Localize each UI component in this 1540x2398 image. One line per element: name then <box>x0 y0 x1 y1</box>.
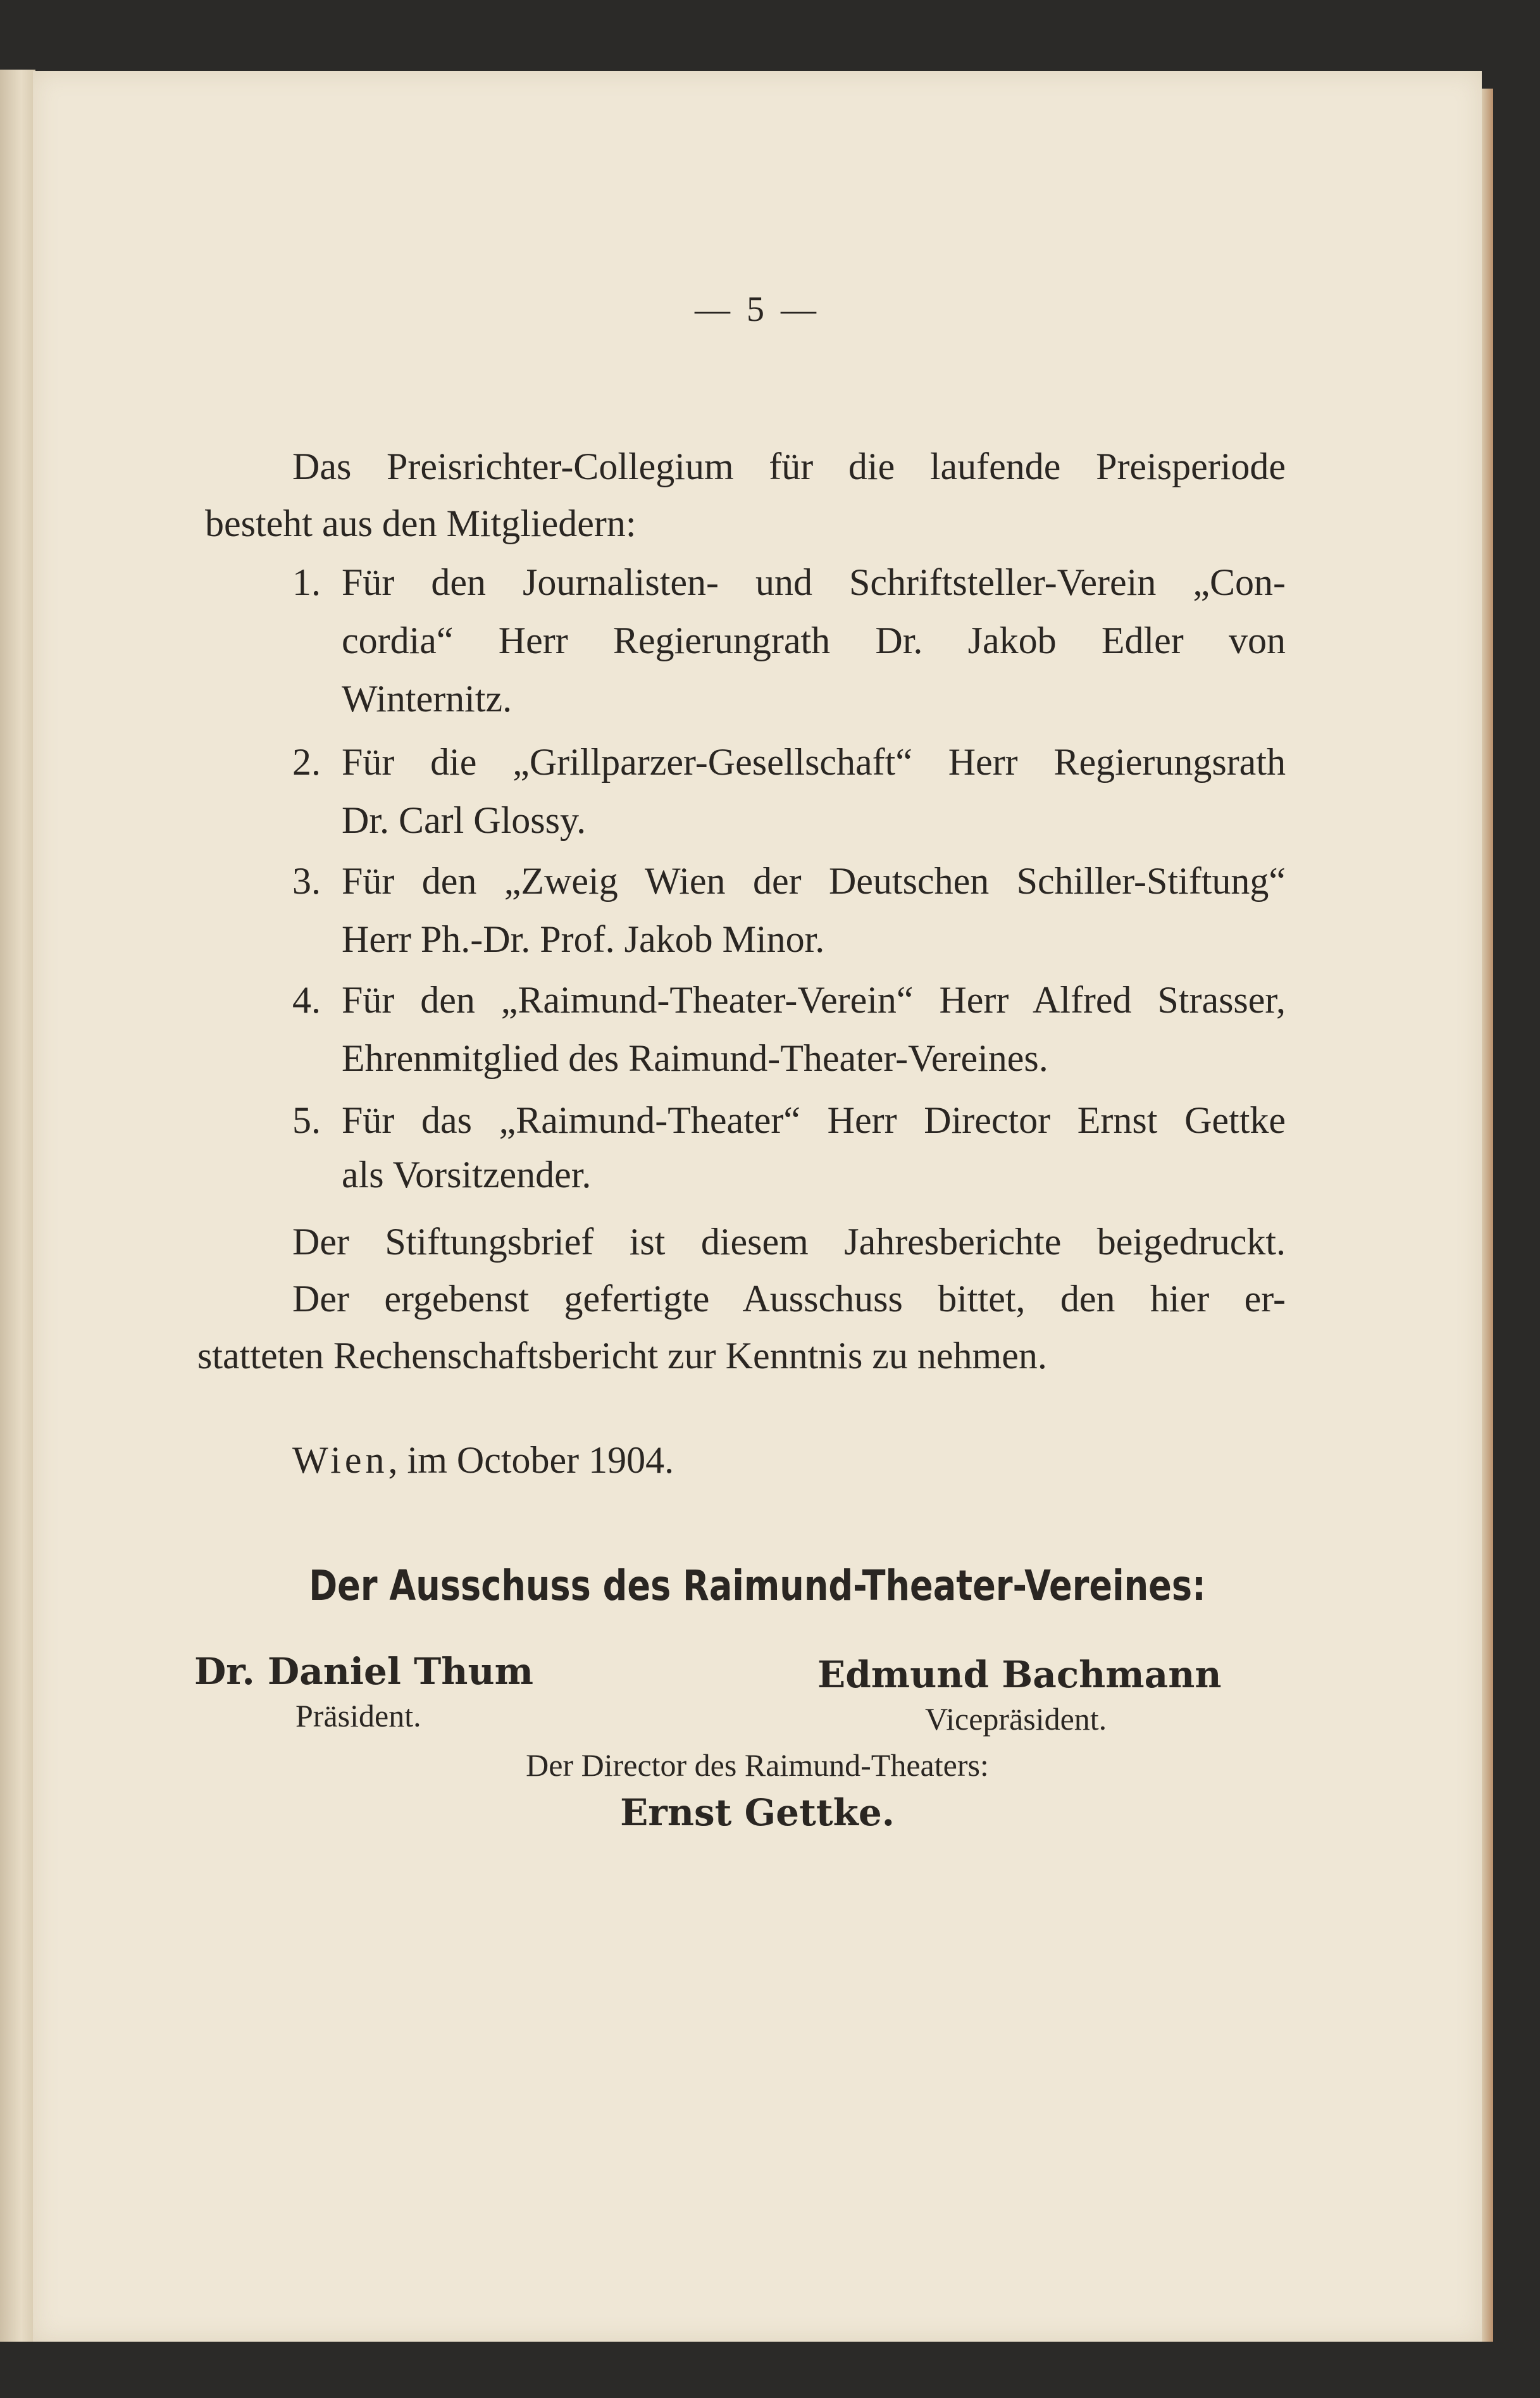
member-4-line-1: Für den „Raimund-Theater-Verein“ Herr Alfred Strasser, <box>342 979 1286 1021</box>
member-3-line-2: Herr Ph.-Dr. Prof. Jakob Minor. <box>342 918 825 960</box>
place-name: Wien <box>292 1439 388 1481</box>
member-1-line-2: cordia“ Herr Regierungrath Dr. Jakob Edler von <box>342 620 1286 661</box>
member-2-line-2: Dr. Carl Glossy. <box>342 799 587 841</box>
previous-page-edge <box>0 70 35 2342</box>
director-name: Ernst Gettke. <box>620 1791 895 1834</box>
document-page <box>33 71 1482 2342</box>
stiftungsbrief-line: Der Stiftungsbrief ist diesem Jahresberichte beigedruckt. <box>292 1221 1286 1263</box>
vice-president-title: Vicepräsident. <box>925 1701 1107 1737</box>
page-number: — 5 — <box>695 290 820 329</box>
page-content <box>33 71 1482 2342</box>
member-1-number: 1. <box>292 561 321 603</box>
member-1-line-1: Für den Journalisten- und Schriftsteller-Verein „Con- <box>342 561 1286 603</box>
member-5-number: 5. <box>292 1099 321 1141</box>
director-title: Der Director des Raimund-Theaters: <box>526 1747 989 1783</box>
member-4-number: 4. <box>292 979 321 1021</box>
president-name: Dr. Daniel Thum <box>194 1650 533 1693</box>
member-2-line-1: Für die „Grillparzer-Gesellschaft“ Herr Regierungsrath <box>342 741 1286 783</box>
member-4-line-2: Ehrenmitglied des Raimund-Theater-Vereines. <box>342 1037 1048 1079</box>
paragraph-1-line-2: besteht aus den Mitgliedern: <box>205 503 636 544</box>
member-1-line-3: Winternitz. <box>342 678 512 720</box>
member-5-line-1: Für das „Raimund-Theater“ Herr Director Ernst Gettke <box>342 1099 1286 1141</box>
place-and-date <box>292 1435 674 1485</box>
member-2-number: 2. <box>292 741 321 783</box>
date-text: , im October 1904. <box>388 1439 674 1481</box>
committee-heading: Der Ausschuss des Raimund-Theater-Vereines: <box>309 1561 1206 1610</box>
paragraph-1-line-1: Das Preisrichter-Collegium für die laufende Preisperiode <box>292 446 1286 487</box>
member-3-number: 3. <box>292 860 321 902</box>
member-3-line-1: Für den „Zweig Wien der Deutschen Schiller-Stiftung“ <box>342 860 1286 902</box>
paragraph-2-line-2: statteten Rechenschaftsbericht zur Kenntnis zu nehmen. <box>197 1335 1047 1377</box>
member-5-line-2: als Vorsitzender. <box>342 1154 592 1196</box>
vice-president-name: Edmund Bachmann <box>817 1653 1222 1696</box>
president-title: Präsident. <box>295 1698 421 1733</box>
page-right-edge <box>1482 89 1493 2342</box>
paragraph-2-line-1: Der ergebenst gefertigte Ausschuss bittet, den hier er- <box>292 1278 1286 1320</box>
